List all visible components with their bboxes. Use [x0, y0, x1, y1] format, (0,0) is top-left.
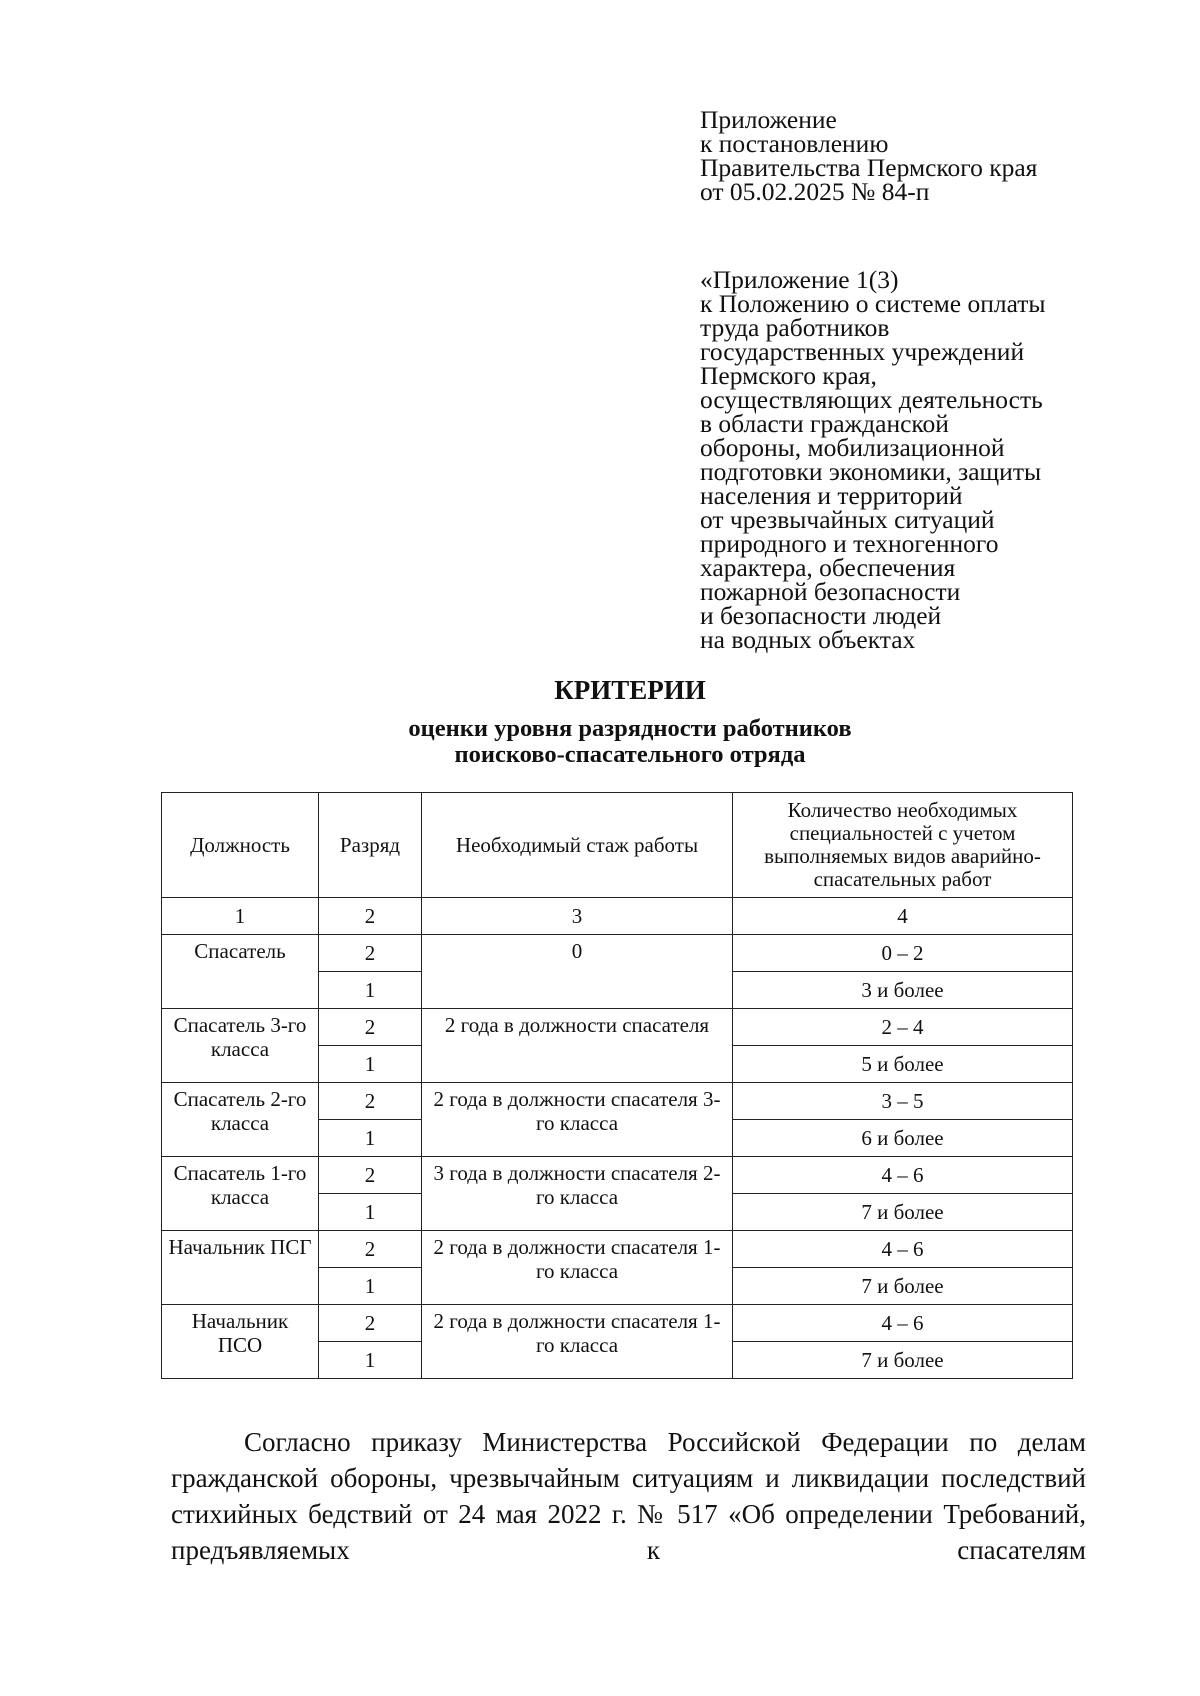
column-number: 2 — [319, 898, 422, 935]
grade-cell: 2 — [319, 1231, 422, 1268]
table-row — [162, 1305, 1073, 1342]
specialties-cell: 7 и более — [733, 1268, 1073, 1305]
appendix-ref-line: в области гражданской — [700, 409, 949, 438]
subtitle-line-2: поисково-спасательного отряда — [454, 741, 806, 768]
body-paragraph — [171, 1424, 1086, 1568]
experience-cell: 2 года в должности спасателя 1-го класса — [422, 1305, 733, 1379]
grade-cell: 2 — [319, 1083, 422, 1120]
column-number: 3 — [422, 898, 733, 935]
document-subtitle — [0, 716, 1200, 768]
experience-cell: 2 года в должности спасателя 3-го класса — [422, 1083, 733, 1157]
grade-cell: 1 — [319, 1120, 422, 1157]
specialties-cell: 5 и более — [733, 1046, 1073, 1083]
specialties-cell: 7 и более — [733, 1342, 1073, 1379]
appendix-ref-line: населения и территорий — [700, 481, 963, 510]
appendix-ref-line: государственных учреждений — [700, 337, 1025, 366]
appendix-reference — [700, 265, 1130, 654]
grade-cell: 2 — [319, 935, 422, 972]
position-cell: Спасатель — [162, 935, 319, 1009]
appendix-ref-line: подготовки экономики, защиты — [700, 457, 1042, 486]
grade-cell: 1 — [319, 972, 422, 1009]
specialties-cell: 3 и более — [733, 972, 1073, 1009]
appendix-ref-line: обороны, мобилизационной — [700, 433, 1005, 462]
experience-cell: 2 года в должности спасателя — [422, 1009, 733, 1083]
experience-cell: 3 года в должности спасателя 2-го класса — [422, 1157, 733, 1231]
experience-cell: 0 — [422, 935, 733, 1009]
position-cell: Спасатель 2-го класса — [162, 1083, 319, 1157]
header-experience: Необходимый стаж работы — [422, 793, 733, 898]
table-row — [162, 1009, 1073, 1046]
column-number: 4 — [733, 898, 1073, 935]
appendix-ref-line: характера, обеспечения — [700, 553, 956, 582]
table-row — [162, 1157, 1073, 1194]
grade-cell: 1 — [319, 1268, 422, 1305]
table-row — [162, 1083, 1073, 1120]
table-row — [162, 935, 1073, 972]
header-grade: Разряд — [319, 793, 422, 898]
appendix-ref-line: от чрезвычайных ситуаций — [700, 505, 995, 534]
position-cell: Спасатель 1-го класса — [162, 1157, 319, 1231]
specialties-cell: 4 – 6 — [733, 1305, 1073, 1342]
criteria-table — [161, 792, 1073, 1379]
specialties-cell: 7 и более — [733, 1194, 1073, 1231]
appendix-ref-line: природного и техногенного — [700, 529, 999, 558]
document-title: КРИТЕРИИ — [554, 675, 706, 705]
header-specialties: Количество необходимых специальностей с учетом выполняемых видов аварийно-спасательных работ — [733, 793, 1073, 898]
appendix-header-line: Приложение — [700, 105, 837, 134]
header-position: Должность — [162, 793, 319, 898]
specialties-cell: 4 – 6 — [733, 1157, 1073, 1194]
appendix-ref-line: пожарной безопасности — [700, 577, 961, 606]
column-number: 1 — [162, 898, 319, 935]
appendix-ref-line: труда работников — [700, 313, 890, 342]
column-number-row — [162, 898, 1073, 935]
grade-cell: 2 — [319, 1305, 422, 1342]
appendix-ref-line: к Положению о системе оплаты — [700, 289, 1046, 318]
appendix-ref-line: Пермского края, — [700, 361, 877, 390]
appendix-header — [700, 105, 1130, 206]
table-header-row — [162, 793, 1073, 898]
specialties-cell: 3 – 5 — [733, 1083, 1073, 1120]
position-cell: Начальник ПСГ — [162, 1231, 319, 1305]
position-cell: Спасатель 3-го класса — [162, 1009, 319, 1083]
table-row — [162, 1231, 1073, 1268]
specialties-cell: 4 – 6 — [733, 1231, 1073, 1268]
grade-cell: 2 — [319, 1157, 422, 1194]
position-cell: Начальник ПСО — [162, 1305, 319, 1379]
appendix-header-line: Правительства Пермского края — [700, 153, 1038, 182]
grade-cell: 1 — [319, 1342, 422, 1379]
appendix-ref-line: осуществляющих деятельность — [700, 385, 1043, 414]
grade-cell: 2 — [319, 1009, 422, 1046]
grade-cell: 1 — [319, 1194, 422, 1231]
appendix-header-line: от 05.02.2025 № 84-п — [700, 177, 930, 206]
appendix-ref-line: «Приложение 1(3) — [700, 265, 899, 294]
experience-cell: 2 года в должности спасателя 1-го класса — [422, 1231, 733, 1305]
specialties-cell: 6 и более — [733, 1120, 1073, 1157]
grade-cell: 1 — [319, 1046, 422, 1083]
specialties-cell: 2 – 4 — [733, 1009, 1073, 1046]
paragraph-text: Согласно приказу Министерства Российской Федерации по делам гражданской обороны, чрезвычайным ситуациям и ликвидации последствий стихийных бедствий от 24 мая 2022 г. № 517 «Об определении Требований, предъявляемых к спасателям — [171, 1427, 1086, 1565]
appendix-ref-line: на водных объектах — [700, 625, 916, 654]
subtitle-line-1: оценки уровня разрядности работников — [408, 715, 852, 742]
appendix-ref-line: и безопасности людей — [700, 601, 942, 630]
appendix-header-line: к постановлению — [700, 129, 889, 158]
specialties-cell: 0 – 2 — [733, 935, 1073, 972]
